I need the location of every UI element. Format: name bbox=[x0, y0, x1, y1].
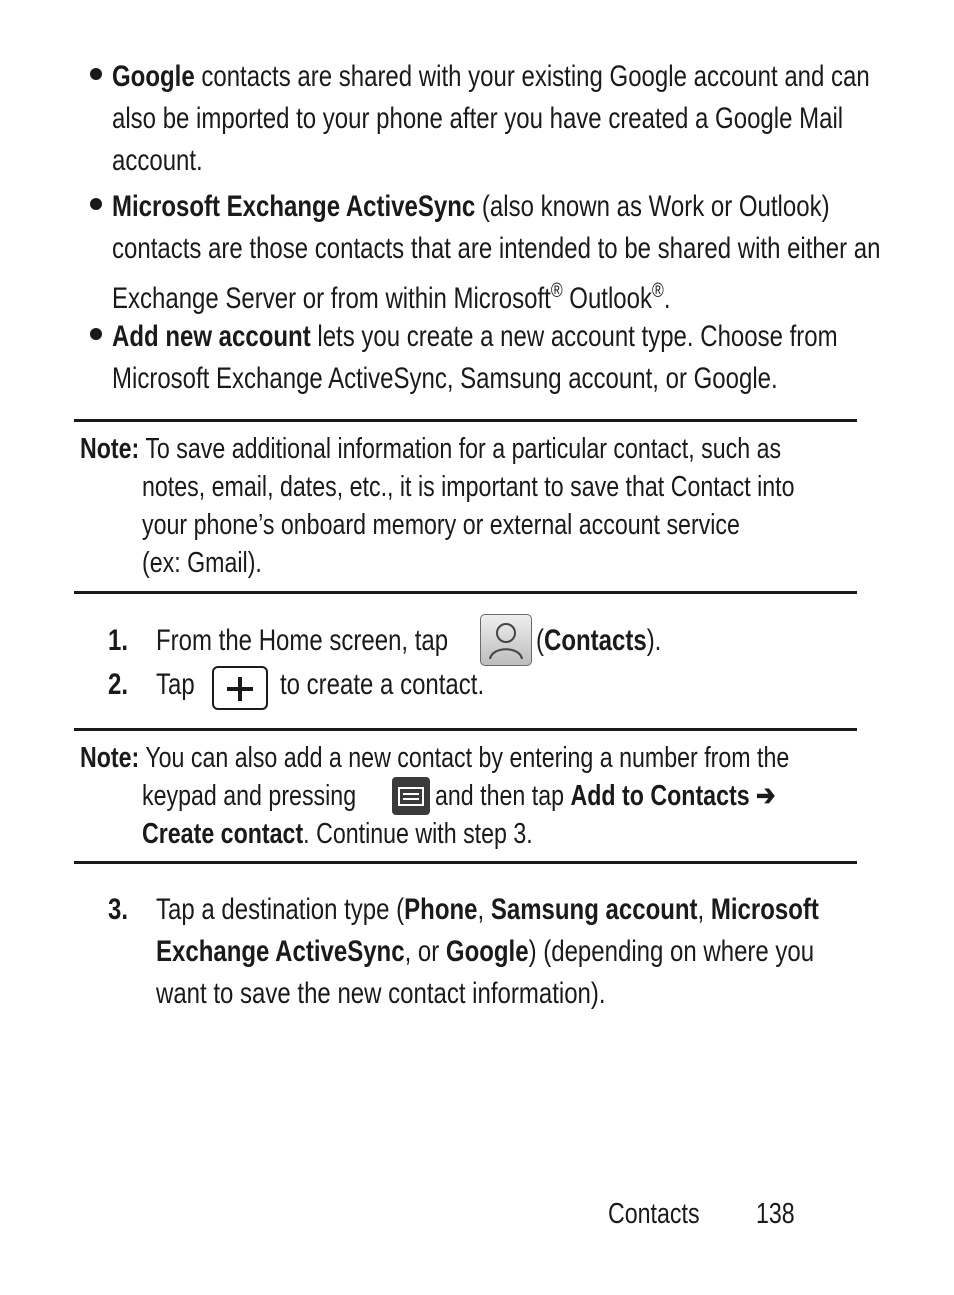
divider bbox=[74, 861, 857, 864]
note-add-contact: Note: You can also add a new contact by entering a number from the keypad and pressing and then tap Add to Contacts ➔ Create contact. Continue with step 3. bbox=[80, 742, 790, 850]
divider bbox=[74, 419, 857, 422]
term-google: Google bbox=[112, 60, 195, 93]
bullet-dot bbox=[90, 68, 102, 80]
page-number: 138 bbox=[756, 1198, 795, 1230]
bullet-dot bbox=[90, 198, 102, 210]
step-2: 2. Tap to create a contact. bbox=[108, 664, 868, 712]
term-add-to-contacts: Add to Contacts ➔ bbox=[570, 780, 776, 812]
step-3: 3. Tap a destination type (Phone, Samsung account, Microsoft Exchange ActiveSync, or Google) (depending on where you want to save the new contact information). bbox=[108, 893, 819, 1010]
term-contacts: Contacts bbox=[544, 624, 647, 657]
note-save-info: Note: To save additional information for a particular contact, such as notes, email, dates, etc., it is important to save that Contact into your phone’s onboard memory or external account service (ex: Gmail). bbox=[80, 433, 795, 579]
bullet-dot bbox=[90, 328, 102, 340]
bullet-add-account: Add new account lets you create a new account type. Choose from Microsoft Exchange ActiveSync, Samsung account, or Google. bbox=[88, 316, 888, 400]
bullet-exchange: Microsoft Exchange ActiveSync (also known as Work or Outlook) contacts are those contacts that are intended to be shared with either an Exchange Server or from within Microsoft® Outlook®. bbox=[88, 186, 888, 312]
menu-icon[interactable] bbox=[392, 777, 430, 815]
plus-icon[interactable] bbox=[212, 666, 268, 710]
divider bbox=[74, 591, 857, 594]
footer-section: Contacts bbox=[608, 1198, 700, 1230]
bullet-list bbox=[88, 56, 888, 404]
term-create-contact: Create contact bbox=[142, 818, 304, 850]
term-exchange: Microsoft Exchange ActiveSync bbox=[112, 190, 476, 223]
contacts-icon[interactable] bbox=[480, 614, 532, 666]
bullet-google: Google contacts are shared with your existing Google account and can also be imported to your phone after you have created a Google Mail account. bbox=[88, 56, 888, 182]
term-add-account: Add new account bbox=[112, 320, 311, 353]
divider bbox=[74, 728, 857, 731]
note-label: Note: bbox=[80, 742, 140, 774]
note-label: Note: bbox=[80, 433, 140, 465]
step-1: 1. From the Home screen, tap (Contacts). bbox=[108, 614, 868, 670]
